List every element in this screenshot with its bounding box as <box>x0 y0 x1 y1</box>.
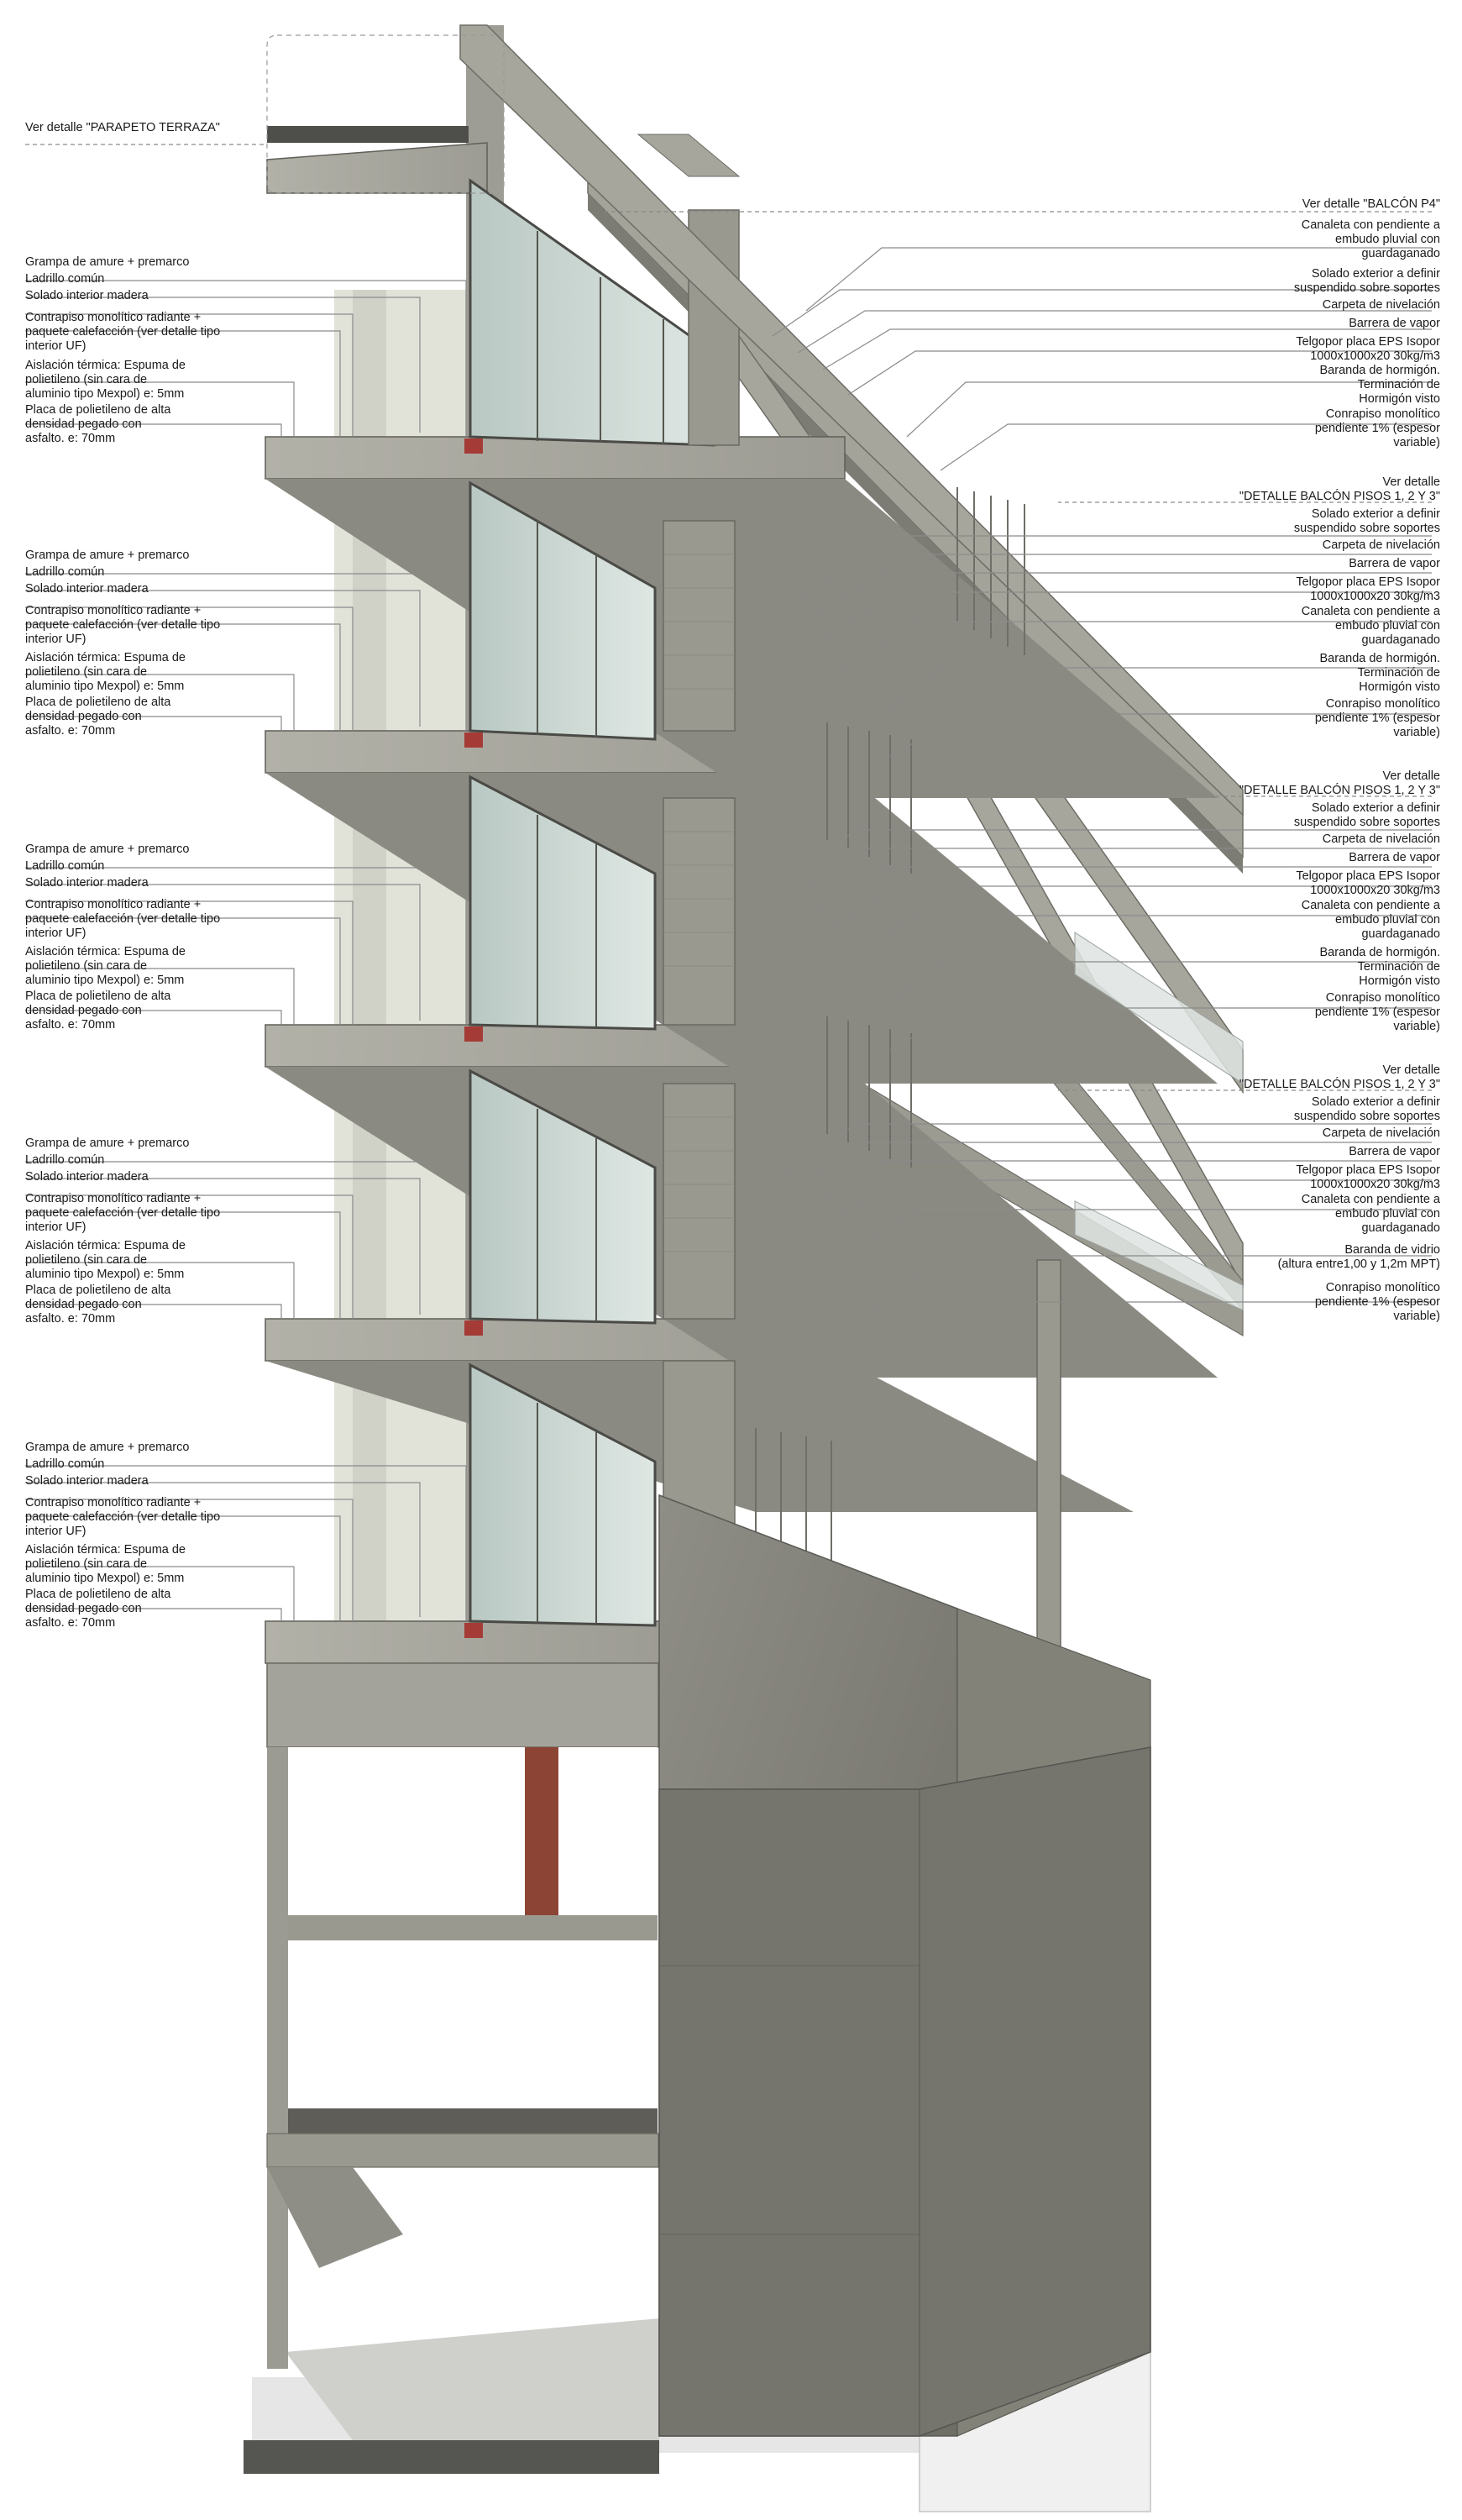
lower-floor-box <box>267 1663 658 1747</box>
label-solado-exterior: Solado exterior a definir suspendido sobre soportes <box>1293 801 1440 829</box>
label-carpeta: Carpeta de nivelación <box>1322 298 1440 312</box>
label-baranda: Baranda de hormigón. Terminación de Hormigón visto <box>1319 946 1440 988</box>
label-telgopor: Telgopor placa EPS Isopor 1000x1000x20 30kg/m3 <box>1296 335 1440 363</box>
label-telgopor: Telgopor placa EPS Isopor 1000x1000x20 30kg/m3 <box>1296 575 1440 603</box>
label-placa-polietileno: Placa de polietileno de alta densidad pegado con asfalto. e: 70mm <box>25 696 171 738</box>
label-aislacion: Aislación térmica: Espuma de polietileno (sin cara de aluminio tipo Mexpol) e: 5mm <box>25 1543 186 1585</box>
label-solado-exterior: Solado exterior a definir suspendido sobre soportes <box>1293 267 1440 295</box>
label-carpeta: Carpeta de nivelación <box>1322 832 1440 846</box>
label-solado-interior: Solado interior madera <box>25 582 149 596</box>
label-aislacion: Aislación térmica: Espuma de polietileno (sin cara de aluminio tipo Mexpol) e: 5mm <box>25 945 186 987</box>
label-solado-exterior: Solado exterior a definir suspendido sobre soportes <box>1293 507 1440 535</box>
label-telgopor: Telgopor placa EPS Isopor 1000x1000x20 30kg/m3 <box>1296 1163 1440 1191</box>
label-contrapiso-monolitico: Conrapiso monolítico pendiente 1% (espesor variable) <box>1314 991 1440 1033</box>
label-placa-polietileno: Placa de polietileno de alta densidad pegado con asfalto. e: 70mm <box>25 403 171 445</box>
label-ladrillo: Ladrillo común <box>25 1457 105 1471</box>
label-contrapiso-monolitico: Conrapiso monolítico pendiente 1% (espesor variable) <box>1314 407 1440 449</box>
label-contrapiso: Contrapiso monolítico radiante + paquete calefacción (ver detalle tipo interior UF) <box>25 1192 221 1234</box>
label-barrera-vapor: Barrera de vapor <box>1349 557 1440 570</box>
label-ladrillo: Ladrillo común <box>25 1153 105 1167</box>
label-grampa: Grampa de amure + premarco <box>25 255 190 269</box>
label-grampa: Grampa de amure + premarco <box>25 549 190 562</box>
label-barrera-vapor: Barrera de vapor <box>1349 851 1440 864</box>
label-baranda: Baranda de hormigón. Terminación de Hormigón visto <box>1319 652 1440 694</box>
label-solado-interior: Solado interior madera <box>25 289 149 302</box>
label-canaleta: Canaleta con pendiente a embudo pluvial con guardaganado <box>1301 899 1440 941</box>
label-solado-interior: Solado interior madera <box>25 876 149 890</box>
label-contrapiso-monolitico: Conrapiso monolítico pendiente 1% (espesor variable) <box>1314 697 1440 739</box>
label-carpeta: Carpeta de nivelación <box>1322 1126 1440 1140</box>
label-solado-interior: Solado interior madera <box>25 1170 149 1184</box>
label-aislacion: Aislación térmica: Espuma de polietileno (sin cara de aluminio tipo Mexpol) e: 5mm <box>25 1239 186 1281</box>
label-baranda-vidrio: Baranda de vidrio (altura entre1,00 y 1,2m MPT) <box>1277 1243 1440 1271</box>
label-baranda: Baranda de hormigón. Terminación de Hormigón visto <box>1319 364 1440 406</box>
label-canaleta: Canaleta con pendiente a embudo pluvial con guardaganado <box>1301 218 1440 260</box>
label-parapeto-terraza: Ver detalle "PARAPETO TERRAZA" <box>25 121 220 134</box>
label-ladrillo: Ladrillo común <box>25 565 105 579</box>
label-solado-interior: Solado interior madera <box>25 1474 149 1488</box>
label-carpeta: Carpeta de nivelación <box>1322 538 1440 552</box>
label-aislacion: Aislación térmica: Espuma de polietileno (sin cara de aluminio tipo Mexpol) e: 5mm <box>25 651 186 693</box>
label-canaleta: Canaleta con pendiente a embudo pluvial con guardaganado <box>1301 605 1440 647</box>
label-grampa: Grampa de amure + premarco <box>25 1441 190 1454</box>
label-ver-detalle-balcon: Ver detalle "DETALLE BALCÓN PISOS 1, 2 Y 3" <box>1239 769 1440 797</box>
label-aislacion: Aislación térmica: Espuma de polietileno (sin cara de aluminio tipo Mexpol) e: 5mm <box>25 359 186 401</box>
label-ver-detalle-balcon-p4: Ver detalle "BALCÓN P4" <box>1302 197 1440 211</box>
label-barrera-vapor: Barrera de vapor <box>1349 1145 1440 1158</box>
label-solado-exterior: Solado exterior a definir suspendido sobre soportes <box>1293 1095 1440 1123</box>
label-telgopor: Telgopor placa EPS Isopor 1000x1000x20 30kg/m3 <box>1296 869 1440 897</box>
label-ladrillo: Ladrillo común <box>25 272 105 286</box>
label-placa-polietileno: Placa de polietileno de alta densidad pegado con asfalto. e: 70mm <box>25 990 171 1032</box>
label-ladrillo: Ladrillo común <box>25 859 105 873</box>
label-contrapiso-monolitico: Conrapiso monolítico pendiente 1% (espesor variable) <box>1314 1281 1440 1323</box>
ground-shadow-dark <box>286 2318 659 2440</box>
label-contrapiso: Contrapiso monolítico radiante + paquete calefacción (ver detalle tipo interior UF) <box>25 898 221 940</box>
label-grampa: Grampa de amure + premarco <box>25 1137 190 1150</box>
label-ver-detalle-balcon: Ver detalle "DETALLE BALCÓN PISOS 1, 2 Y 3" <box>1239 1063 1440 1091</box>
label-placa-polietileno: Placa de polietileno de alta densidad pegado con asfalto. e: 70mm <box>25 1588 171 1630</box>
label-canaleta: Canaleta con pendiente a embudo pluvial con guardaganado <box>1301 1193 1440 1235</box>
label-contrapiso: Contrapiso monolítico radiante + paquete calefacción (ver detalle tipo interior UF) <box>25 1496 221 1538</box>
label-placa-polietileno: Placa de polietileno de alta densidad pegado con asfalto. e: 70mm <box>25 1284 171 1326</box>
label-contrapiso: Contrapiso monolítico radiante + paquete calefacción (ver detalle tipo interior UF) <box>25 604 221 646</box>
label-contrapiso: Contrapiso monolítico radiante + paquete calefacción (ver detalle tipo interior UF) <box>25 311 221 353</box>
label-grampa: Grampa de amure + premarco <box>25 843 190 856</box>
ground-slab <box>244 2440 659 2474</box>
label-barrera-vapor: Barrera de vapor <box>1349 317 1440 330</box>
label-ver-detalle-balcon: Ver detalle "DETALLE BALCÓN PISOS 1, 2 Y 3" <box>1239 475 1440 503</box>
